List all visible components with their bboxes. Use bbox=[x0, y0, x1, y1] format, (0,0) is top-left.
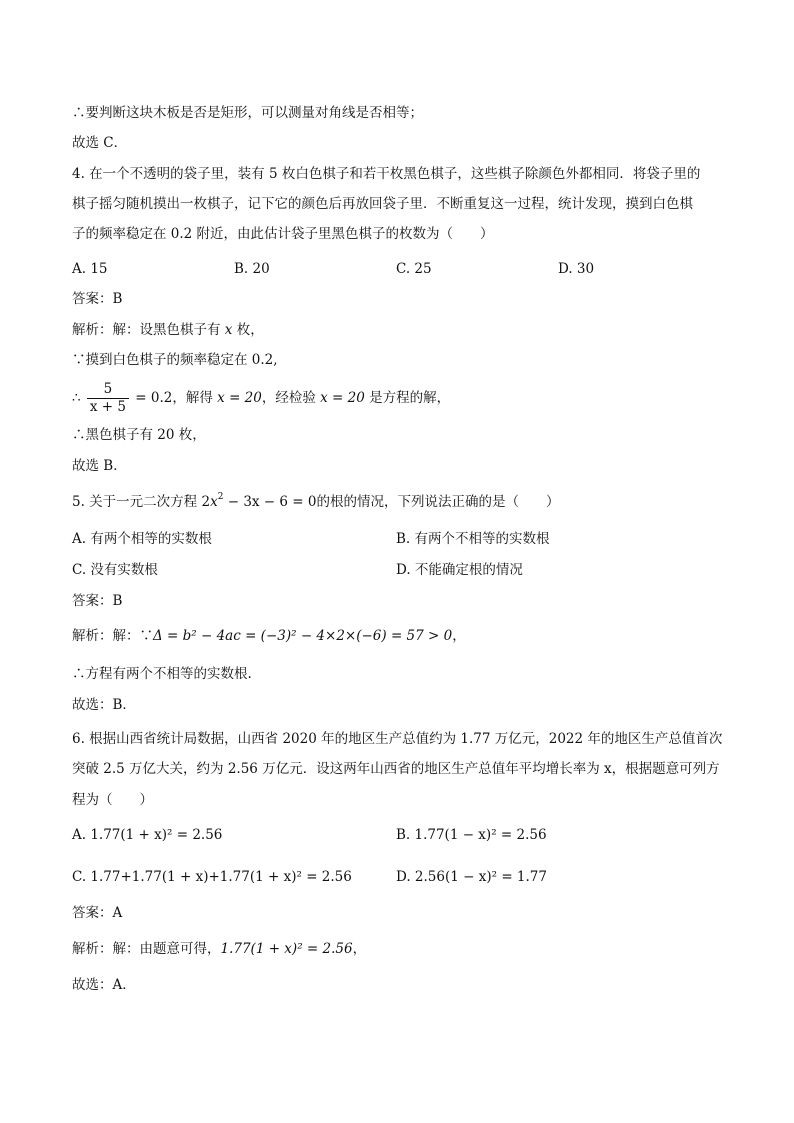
q6-option-a: A. 1.77(1 + x)² = 2.56 bbox=[72, 827, 223, 843]
q4-analysis-line-2: ∵摸到白色棋子的频率稳定在 0.2, bbox=[72, 352, 278, 368]
q4-answer: 答案：B bbox=[72, 291, 123, 307]
q5-options-row-2 bbox=[72, 561, 732, 579]
q5-analysis: 解析：解：∵Δ = b² − 4ac = (−3)² − 4×2×(−6) = 57 > 0， bbox=[72, 628, 466, 644]
previous-question-conclusion: ∴要判断这块木板是否是矩形，可以测量对角线是否相等； bbox=[72, 105, 423, 121]
previous-question-choice: 故选 C． bbox=[72, 135, 128, 151]
q6-option-c: C. 1.77+1.77(1 + x)+1.77(1 + x)² = 2.56 bbox=[72, 869, 352, 885]
q5-option-d: D. 不能确定根的情况 bbox=[396, 562, 523, 578]
q4-options bbox=[72, 260, 732, 278]
q4-option-d: D. 30 bbox=[558, 261, 595, 277]
q5-answer: 答案：B bbox=[72, 593, 123, 609]
fraction: $\frac{5}{x + 5}$ bbox=[87, 381, 129, 416]
q6-analysis: 解析：解：由题意可得，1.77(1 + x)² = 2.56， bbox=[72, 941, 367, 957]
q5-option-a: A. 有两个相等的实数根 bbox=[72, 531, 212, 547]
q6-option-d: D. 2.56(1 − x)² = 1.77 bbox=[396, 869, 547, 885]
q5-choice: 故选：B． bbox=[72, 697, 136, 713]
q5-options-row-1 bbox=[72, 530, 732, 548]
q6-stem-line-1: 6. 根据山西省统计局数据，山西省 2020 年的地区生产总值约为 1.77 万亿元，2022 年的地区生产总值首次 bbox=[72, 731, 723, 747]
q5-option-c: C. 没有实数根 bbox=[72, 562, 158, 578]
q4-analysis-line-1: 解析：解：设黑色棋子有 x 枚， bbox=[72, 322, 264, 338]
q4-conclusion: ∴黑色棋子有 20 枚， bbox=[72, 427, 206, 443]
q6-option-b: B. 1.77(1 − x)² = 2.56 bbox=[396, 827, 547, 843]
q5-conclusion: ∴方程有两个不相等的实数根. bbox=[72, 666, 252, 682]
q6-stem-line-3: 程为（ ） bbox=[72, 792, 153, 808]
q4-option-b: B. 20 bbox=[234, 261, 270, 277]
q4-choice: 故选 B． bbox=[72, 458, 127, 474]
q4-stem-line-2: 棋子摇匀随机摸出一枚棋子，记下它的颜色后再放回袋子里．不断重复这一过程，统计发现，摸到白色棋 bbox=[72, 196, 693, 212]
q4-option-a: A. 15 bbox=[72, 261, 108, 277]
q4-fraction-equation: ∴ $\frac{5}{x + 5}$ = 0.2，解得 x = 20，经检验 x = 20 是方程的解， bbox=[72, 381, 451, 415]
q4-stem-line-3: 子的频率稳定在 0.2 附近，由此估计袋子里黑色棋子的枚数为（ ） bbox=[72, 226, 494, 242]
q6-stem-line-2: 突破 2.5 万亿大关，约为 2.56 万亿元．设这两年山西省的地区生产总值年平均增长率为 x，根据题意可列方 bbox=[72, 761, 720, 777]
q6-options-row-2 bbox=[72, 868, 732, 886]
q5-option-b: B. 有两个不相等的实数根 bbox=[396, 531, 550, 547]
q6-answer: 答案：A bbox=[72, 905, 123, 921]
q4-option-c: C. 25 bbox=[396, 261, 432, 277]
q5-stem: 5. 关于一元二次方程 $2x^2 - 3x - 6 = 0$的根的情况，下列说法正确的是（ ） bbox=[72, 492, 560, 510]
q4-stem-line-1: 4. 在一个不透明的袋子里，装有 5 枚白色棋子和若干枚黑色棋子，这些棋子除颜色外都相同．将袋子里的 bbox=[72, 166, 701, 182]
q6-options-row-1 bbox=[72, 826, 732, 844]
q6-choice: 故选：A． bbox=[72, 977, 136, 993]
